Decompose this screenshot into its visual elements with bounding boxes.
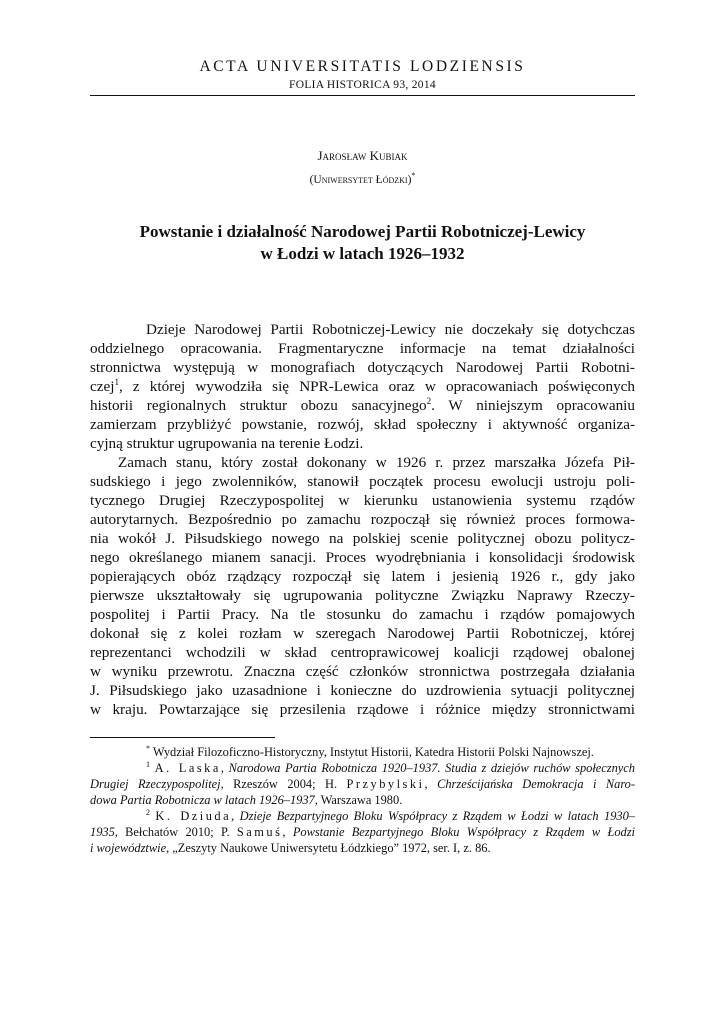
title-line-1: Powstanie i działalność Narodowej Partii Robotniczej-Lewicy bbox=[139, 222, 586, 241]
body-fragment: . W niniejszym opracowaniu bbox=[431, 397, 635, 414]
footnote-text: , Warszawa 1980. bbox=[314, 793, 403, 807]
footnote-title: i województwie bbox=[90, 841, 167, 855]
footnote-ref: 2 bbox=[426, 395, 432, 406]
article-body bbox=[90, 320, 635, 719]
body-fragment: historii regionalnych struktur obozu sanacyjnego bbox=[90, 397, 427, 414]
footnote-title: Powstanie Bezpartyjnego Bloku Współpracy z Rządem w Łodzi bbox=[292, 825, 635, 839]
footnote-author: Przybylski bbox=[346, 777, 425, 791]
body-line: popierających obóz rządzący rozpoczął się latem i jesienią 1926 r., gdy jako bbox=[90, 568, 635, 585]
journal-volume: FOLIA HISTORICA 93, 2014 bbox=[289, 79, 436, 91]
header-rule bbox=[90, 95, 635, 96]
footnote-marker: * bbox=[146, 743, 150, 753]
body-line: Zamach stanu, który został dokonany w 1926 r. przez marszałka Józefa Pił- bbox=[118, 454, 635, 471]
body-line: Dzieje Narodowej Partii Robotniczej-Lewicy nie doczekały się dotychczas bbox=[146, 321, 635, 338]
footnotes bbox=[90, 744, 635, 856]
footnote-marker: 1 bbox=[146, 759, 150, 769]
body-line bbox=[90, 377, 635, 396]
body-line: nego określanego mianem sanacji. Proces wyodrębniania i konsolidacji środowisk bbox=[90, 549, 635, 566]
author-affiliation bbox=[90, 169, 635, 187]
footnote-text: , Bełchatów 2010; P. bbox=[114, 825, 237, 839]
footnote-1-cont bbox=[90, 792, 635, 808]
affiliation-footnote-marker: * bbox=[411, 171, 416, 180]
body-line: cyjną struktur ugrupowania na terenie Łodzi. bbox=[90, 435, 364, 452]
footnote-text: , bbox=[231, 809, 240, 823]
footnote-rule bbox=[90, 737, 275, 738]
body-line: nia wokół J. Piłsudskiego nowego na polskiej scenie politycznej obozu politycz- bbox=[90, 530, 635, 547]
footnote-title: Dzieje Bezpartyjnego Bloku Współpracy z Rządem w Łodzi w latach 1930– bbox=[239, 809, 635, 823]
footnote-1 bbox=[90, 760, 635, 776]
body-line: w kraju. Powtarzające się przesilenia rządowe i różnice między stronnictwami bbox=[90, 701, 635, 718]
body-line: pospolitej i Partii Pracy. Na tle stosunku do zamachu i rządów pomajowych bbox=[90, 606, 635, 623]
title-line-2: w Łodzi w latach 1926–1932 bbox=[260, 244, 465, 263]
footnote-1-cont bbox=[90, 776, 635, 792]
body-line: dokonał się z kolei rozłam w szeregach Narodowej Partii Robotniczej, której bbox=[90, 625, 635, 642]
body-line: autorytarnych. Bezpośrednio po zamachu rozpoczął się również proces formowa- bbox=[90, 511, 635, 528]
footnote-text: , bbox=[424, 777, 438, 791]
footnote-ref: 1 bbox=[114, 376, 119, 387]
footnote-title: Chrześcijańska Demokracja i Naro- bbox=[437, 777, 636, 791]
footnote-2-cont bbox=[90, 824, 635, 840]
body-line bbox=[90, 396, 635, 415]
body-line: oddzielnego opracowania. Fragmentaryczne informacje na temat działalności bbox=[90, 340, 635, 357]
footnote-text: , bbox=[282, 825, 293, 839]
footnote-title: 1935 bbox=[90, 825, 115, 839]
body-line: pierwsze ukształtowały się ugrupowania polityczne Związku Naprawy Rzeczy- bbox=[90, 587, 635, 604]
footnote-marker: 2 bbox=[146, 807, 150, 817]
journal-title: ACTA UNIVERSITATIS LODZIENSIS bbox=[199, 58, 526, 75]
body-line: stronnictwa występują w monografiach dotyczących Narodowej Partii Robotni- bbox=[90, 359, 635, 376]
footnote-title: Narodowa Partia Robotnicza 1920–1937. Studia z dziejów ruchów społecznych bbox=[228, 761, 636, 775]
footnote-title: dowa Partia Robotnicza w latach 1926–1937 bbox=[90, 793, 315, 807]
body-fragment: , z której wywodziła się NPR-Lewica oraz w opracowaniach poświęconych bbox=[118, 378, 635, 395]
footnote-author: Samuś bbox=[236, 825, 283, 839]
footnote-text: , „Zeszyty Naukowe Uniwersytetu Łódzkiego” 1972, ser. I, z. 86. bbox=[166, 841, 491, 855]
footnote-text: , bbox=[220, 761, 229, 775]
footnote-title: Drugiej Rzeczypospolitej bbox=[90, 777, 221, 791]
body-line: tycznego Drugiej Rzeczypospolitej w kierunku ustanowienia systemu rządów bbox=[90, 492, 635, 509]
footnote-author: A. Laska bbox=[154, 761, 221, 775]
footnote-text: , Rzeszów 2004; H. bbox=[220, 777, 347, 791]
body-line: w wyniku przewrotu. Znaczna część członków stronnictwa postrzegała działania bbox=[90, 663, 635, 680]
footnote-text: Wydział Filozoficzno-Historyczny, Instytut Historii, Katedra Historii Polski Najnowszej. bbox=[152, 745, 594, 759]
article-title bbox=[120, 221, 605, 265]
footnote-2 bbox=[90, 808, 635, 824]
body-line: zamierzam przybliżyć powstanie, rozwój, skład społeczny i aktywność organiza- bbox=[90, 416, 635, 433]
body-fragment: czej bbox=[90, 378, 115, 395]
footnote-2-cont bbox=[90, 840, 635, 856]
body-line: sudskiego i jego zwolenników, stanowił początek procesu ewolucji ustroju poli- bbox=[90, 473, 635, 490]
affiliation-text: (Uniwersytet Łódzki) bbox=[309, 173, 412, 186]
body-line: J. Piłsudskiego jako uzasadnione i konieczne do uzdrowienia sytuacji politycznej bbox=[90, 682, 635, 699]
body-line: reprezentanci wchodzili w skład centroprawicowej koalicji rządowej obalonej bbox=[90, 644, 635, 661]
author-name: Jarosław Kubiak bbox=[317, 148, 408, 163]
footnote-star bbox=[90, 744, 635, 760]
footnote-author: K. Dziuda bbox=[155, 809, 232, 823]
